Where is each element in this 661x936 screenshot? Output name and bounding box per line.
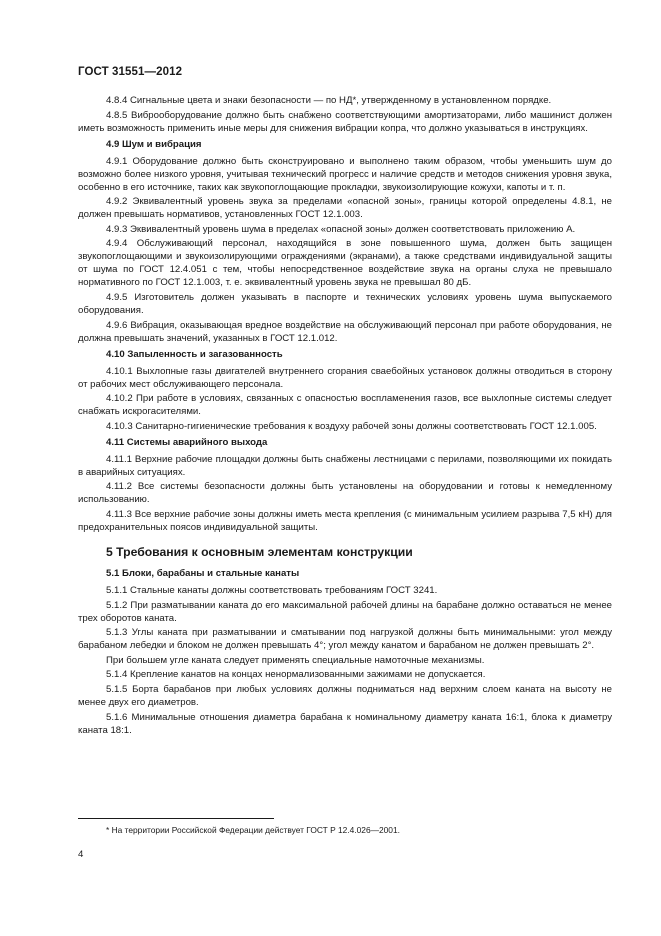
page-body — [78, 94, 612, 738]
section-heading: 4.11 Системы аварийного выхода — [106, 436, 268, 448]
paragraph: 4.8.4 Сигнальные цвета и знаки безопасности — по НД*, утвержденному в установленном порядке. — [106, 95, 552, 106]
paragraph: 4.11.2 Все системы безопасности должны быть установлены на оборудовании и готовы к немедленному использованию. — [78, 481, 612, 506]
paragraph: 4.11.3 Все верхние рабочие зоны должны иметь места крепления (с минимальным усилием разрыва 7,5 кН) для предохранительных поясов индивидуальной защиты. — [78, 508, 612, 533]
paragraph: 5.1.2 При разматывании каната до его максимальной рабочей длины на барабане должно оставаться не менее трех оборотов каната. — [78, 599, 612, 624]
paragraph: 5.1.5 Борта барабанов при любых условиях должны подниматься над верхним слоем каната на высоту не менее двух его диаметров. — [78, 683, 612, 708]
paragraph: 4.9.1 Оборудование должно быть сконструировано и выполнено таким образом, чтобы уменьшить шум до возможно более низкого уровня, учитывая технический прогресс и наличие средств и методов снижения уровня звука, особенно в его источнике, таких как звукопоглощающие прокладки, звукоизолирующие кожухи, капоты и т. п. — [78, 155, 612, 193]
paragraph: 4.8.5 Виброоборудование должно быть снабжено соответствующими амортизаторами, либо машинист должен иметь возможность применить иные меры для снижения вибрации копра, что должно указываться в инструкциях. — [78, 109, 612, 134]
paragraph: 4.10.3 Санитарно-гигиенические требования к воздуху рабочей зоны должны соответствовать ГОСТ 12.1.005. — [106, 420, 597, 432]
paragraph: 4.11.1 Верхние рабочие площадки должны быть снабжены лестницами с перилами, позволяющими их покидать в аварийных ситуациях. — [78, 453, 612, 478]
paragraph: 5.1.1 Стальные канаты должны соответствовать требованиям ГОСТ 3241. — [106, 584, 438, 596]
document-header: ГОСТ 31551—2012 — [78, 66, 183, 78]
section-heading: 4.9 Шум и вибрация — [106, 138, 202, 150]
paragraph: 5.1.4 Крепление канатов на концах ненормализованными зажимами не допускается. — [106, 669, 486, 681]
paragraph: 4.9.6 Вибрация, оказывающая вредное воздействие на обслуживающий персонал при работе оборудования, не должна превышать значений, указанных в ГОСТ 12.1.012. — [78, 319, 612, 344]
paragraph: 4.9.2 Эквивалентный уровень звука за пределами «опасной зоны», границы которой определены 4.8.1, не должен превышать нормативов, установленных ГОСТ 12.1.003. — [78, 196, 612, 221]
section-heading: 5.1 Блоки, барабаны и стальные канаты — [106, 567, 300, 579]
paragraph: При большем угле каната следует применять специальные намоточные механизмы. — [106, 654, 485, 666]
paragraph: 4.10.2 При работе в условиях, связанных с опасностью воспламенения газов, все выхлопные системы следует снабжать искрогасителями. — [78, 393, 612, 418]
section-heading: 4.10 Запыленность и загазованность — [106, 348, 283, 360]
paragraph: 5.1.6 Минимальные отношения диаметра барабана к номинальному диаметру каната 16:1, блока к диаметру каната 18:1. — [78, 711, 612, 736]
page-number: 4 — [78, 849, 84, 860]
paragraph: 4.9.3 Эквивалентный уровень шума в пределах «опасной зоны» должен соответствовать приложению А. — [106, 223, 576, 235]
chapter-heading: 5 Требования к основным элементам конструкции — [106, 544, 413, 559]
footnote: * На территории Российской Федерации действует ГОСТ Р 12.4.026—2001. — [106, 825, 400, 835]
paragraph: 4.10.1 Выхлопные газы двигателей внутреннего сгорания сваебойных установок должны отводиться в сторону от рабочих мест обслуживающего персонала. — [78, 365, 612, 390]
footnote-divider — [78, 818, 274, 819]
paragraph: 4.9.5 Изготовитель должен указывать в паспорте и технических условиях уровень шума выпускаемого оборудования. — [78, 291, 612, 316]
paragraph: 5.1.3 Углы каната при разматывании и сматывании под нагрузкой должны быть минимальными: угол между барабаном лебедки и блоком не должен превышать 4°; угол между канатом и барабаном не должен превышать 2°. — [78, 627, 612, 652]
paragraph: 4.9.4 Обслуживающий персонал, находящийся в зоне повышенного шума, должен быть защищен звукопоглощающими и звукоизолирующими ограждениями (экранами), а также средствами индивидуальной защиты от шума по ГОСТ 12.4.051 с тем, чтобы непосредственное воздействие звука на органы слуха не превышало нормативного по ГОСТ 12.1.003, т. е. эквивалентный уровень звука не превышал 80 дБ. — [78, 238, 612, 289]
